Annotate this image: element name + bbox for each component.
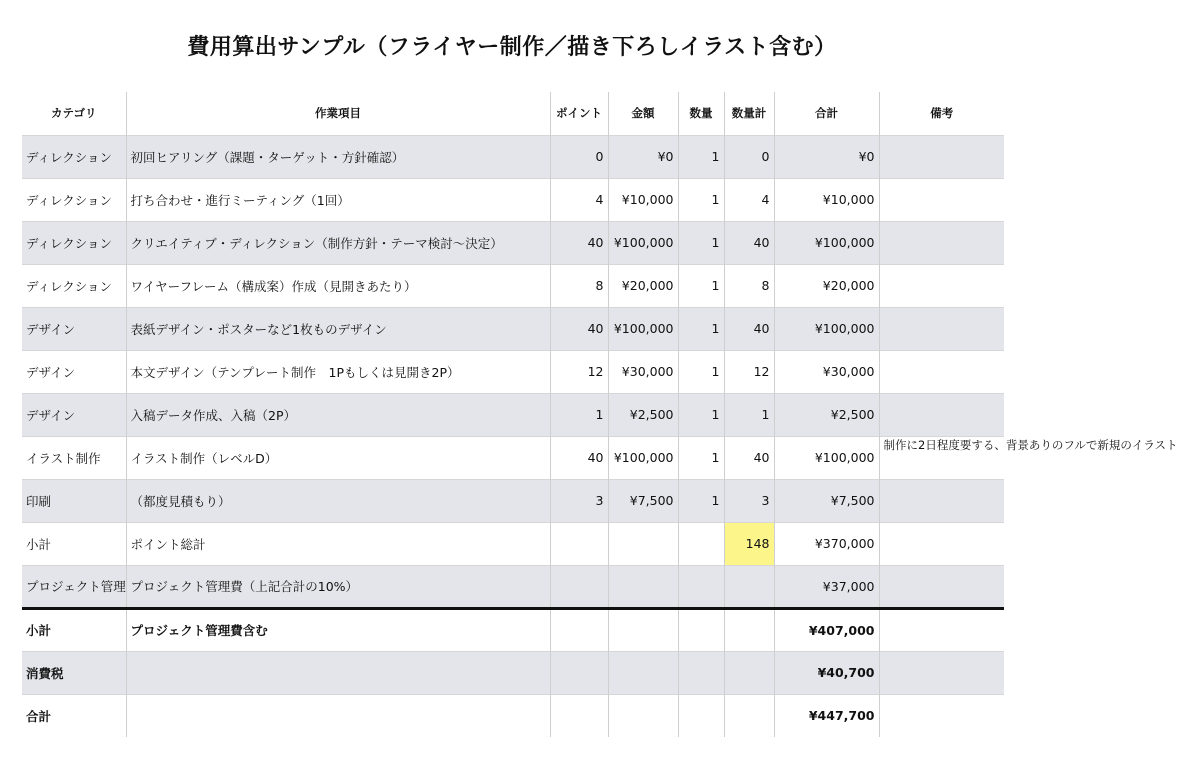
header-total: 合計	[774, 92, 879, 135]
header-row	[22, 92, 1004, 135]
qty-cell[interactable]: 1	[678, 350, 724, 393]
item-cell[interactable]: ワイヤーフレーム（構成案）作成（見開きあたり）	[126, 264, 550, 307]
amount-cell[interactable]: ¥30,000	[608, 350, 678, 393]
note-text	[884, 136, 1001, 176]
item-cell[interactable]: 入稿データ作成、入稿（2P）	[126, 393, 550, 436]
points-cell[interactable]: 8	[550, 264, 608, 307]
points-cell[interactable]: 40	[550, 307, 608, 350]
item-cell[interactable]	[126, 694, 550, 737]
category-cell[interactable]: ディレクション	[22, 221, 126, 264]
table-row	[22, 264, 1004, 307]
amount-cell[interactable]	[608, 522, 678, 565]
item-cell[interactable]: 初回ヒアリング（課題・ターゲット・方針確認）	[126, 135, 550, 178]
amount-cell[interactable]	[608, 694, 678, 737]
category-cell[interactable]: 小計	[22, 522, 126, 565]
points-cell[interactable]	[550, 651, 608, 694]
points-cell[interactable]	[550, 522, 608, 565]
total-cell[interactable]: ¥2,500	[774, 393, 879, 436]
amount-cell[interactable]: ¥10,000	[608, 178, 678, 221]
amount-cell[interactable]: ¥2,500	[608, 393, 678, 436]
item-cell[interactable]: 表紙デザイン・ポスターなど1枚ものデザイン	[126, 307, 550, 350]
category-cell[interactable]: デザイン	[22, 393, 126, 436]
qty-cell[interactable]: 1	[678, 393, 724, 436]
total-cell[interactable]: ¥407,000	[774, 608, 879, 651]
note-cell[interactable]	[879, 608, 1004, 651]
total-cell[interactable]: ¥10,000	[774, 178, 879, 221]
category-cell[interactable]: デザイン	[22, 350, 126, 393]
points-cell[interactable]: 4	[550, 178, 608, 221]
table-row	[22, 436, 1004, 479]
qty-cell[interactable]	[678, 522, 724, 565]
amount-cell[interactable]	[608, 608, 678, 651]
category-cell[interactable]: 合計	[22, 694, 126, 737]
table-row	[22, 350, 1004, 393]
header-category: カテゴリ	[50, 106, 97, 121]
points-cell[interactable]: 1	[550, 393, 608, 436]
amount-cell[interactable]: ¥0	[608, 135, 678, 178]
total-cell[interactable]: ¥37,000	[774, 565, 879, 608]
qty-total-cell[interactable]	[724, 651, 774, 694]
note-cell[interactable]	[879, 393, 1004, 436]
points-cell[interactable]: 3	[550, 479, 608, 522]
table-row	[22, 307, 1004, 350]
table-row	[22, 479, 1004, 522]
points-cell[interactable]	[550, 694, 608, 737]
qty-cell[interactable]	[678, 565, 724, 608]
table-row	[22, 221, 1004, 264]
header-amount: 金額	[608, 92, 678, 135]
qty-cell[interactable]	[678, 651, 724, 694]
qty-total-cell[interactable]	[724, 565, 774, 608]
qty-total-cell[interactable]	[724, 694, 774, 737]
note-cell[interactable]	[879, 264, 1004, 307]
total-cell[interactable]: ¥0	[774, 135, 879, 178]
qty-cell[interactable]: 1	[678, 479, 724, 522]
total-cell[interactable]: ¥100,000	[774, 307, 879, 350]
total-cell[interactable]: ¥447,700	[774, 694, 879, 737]
qty-total-cell[interactable]: 40	[724, 307, 774, 350]
points-cell[interactable]: 40	[550, 221, 608, 264]
qty-cell[interactable]	[678, 694, 724, 737]
qty-cell[interactable]: 1	[678, 264, 724, 307]
item-cell[interactable]: 本文デザイン（テンプレート制作 1Pもしくは見開き2P）	[126, 350, 550, 393]
qty-total-cell[interactable]: 8	[724, 264, 774, 307]
category-cell[interactable]: 小計	[22, 608, 126, 651]
category-cell[interactable]: ディレクション	[22, 135, 126, 178]
item-cell[interactable]: （都度見積もり）	[126, 479, 550, 522]
total-cell[interactable]: ¥40,700	[774, 651, 879, 694]
amount-cell[interactable]	[608, 565, 678, 608]
qty-total-cell[interactable]: 0	[724, 135, 774, 178]
qty-cell[interactable]: 1	[678, 436, 724, 479]
amount-cell[interactable]: ¥100,000	[608, 307, 678, 350]
qty-total-cell[interactable]: 40	[724, 436, 774, 479]
qty-total-cell[interactable]: 4	[724, 178, 774, 221]
item-cell[interactable]	[126, 651, 550, 694]
total-cell[interactable]: ¥30,000	[774, 350, 879, 393]
item-cell[interactable]: プロジェクト管理費（上記合計の10%）	[126, 565, 550, 608]
amount-cell[interactable]: ¥100,000	[608, 436, 678, 479]
note-cell[interactable]	[879, 307, 1004, 350]
category-cell[interactable]: 印刷	[22, 479, 126, 522]
category-cell[interactable]: デザイン	[22, 307, 126, 350]
note-cell[interactable]	[879, 651, 1004, 694]
note-text	[884, 351, 1001, 391]
header-item: 作業項目	[126, 92, 550, 135]
category-cell[interactable]: 消費税	[22, 651, 126, 694]
note-cell[interactable]	[879, 522, 1004, 565]
item-cell[interactable]: クリエイティブ・ディレクション（制作方針・テーマ検討〜決定）	[126, 221, 550, 264]
points-total-cell[interactable]: 148	[724, 522, 774, 565]
header-qty: 数量	[678, 92, 724, 135]
note-cell[interactable]	[879, 565, 1004, 608]
points-cell[interactable]: 40	[550, 436, 608, 479]
note-cell[interactable]	[879, 178, 1004, 221]
total-cell[interactable]: ¥7,500	[774, 479, 879, 522]
note-text	[884, 222, 1001, 262]
qty-cell[interactable]	[678, 608, 724, 651]
table-row	[22, 135, 1004, 178]
amount-cell[interactable]: ¥7,500	[608, 479, 678, 522]
note-cell[interactable]	[879, 221, 1004, 264]
header-points: ポイント	[550, 92, 608, 135]
item-cell[interactable]: ポイント総計	[126, 522, 550, 565]
note-cell[interactable]	[879, 350, 1004, 393]
note-cell[interactable]	[879, 479, 1004, 522]
cost-table	[22, 92, 1178, 737]
header-note: 備考	[879, 92, 1004, 135]
qty-total-cell[interactable]	[724, 608, 774, 651]
note-cell[interactable]	[879, 135, 1004, 178]
category-cell[interactable]: イラスト制作	[22, 436, 126, 479]
note-text	[884, 265, 1001, 305]
note-cell[interactable]	[879, 436, 1178, 479]
note-text	[884, 308, 1001, 348]
note-cell[interactable]	[879, 694, 1004, 737]
summary-row-grand-total	[22, 694, 1004, 737]
total-cell[interactable]: ¥100,000	[774, 221, 879, 264]
summary-row-subtotal	[22, 608, 1004, 651]
category-cell[interactable]: ディレクション	[22, 264, 126, 307]
item-cell[interactable]: 打ち合わせ・進行ミーティング（1回）	[126, 178, 550, 221]
note-text	[884, 179, 1001, 219]
page-title: 費用算出サンプル（フライヤー制作／描き下ろしイラスト含む）	[187, 35, 837, 60]
category-cell[interactable]: プロジェクト管理	[22, 565, 126, 608]
amount-cell[interactable]: ¥100,000	[608, 221, 678, 264]
qty-cell[interactable]: 1	[678, 307, 724, 350]
summary-row-tax	[22, 651, 1004, 694]
note-text	[884, 394, 1001, 434]
qty-cell[interactable]: 1	[678, 135, 724, 178]
header-qty-total: 数量計	[724, 92, 774, 135]
points-cell[interactable]: 12	[550, 350, 608, 393]
total-cell[interactable]: ¥100,000	[774, 436, 879, 479]
project-management-row	[22, 565, 1004, 608]
item-cell[interactable]: プロジェクト管理費含む	[126, 608, 550, 651]
item-cell[interactable]: イラスト制作（レベルD）	[126, 436, 550, 479]
note-text: 制作に2日程度要する、背景ありのフルで新規のイラスト	[883, 437, 1178, 452]
amount-cell[interactable]: ¥20,000	[608, 264, 678, 307]
total-cell[interactable]: ¥20,000	[774, 264, 879, 307]
amount-cell[interactable]	[608, 651, 678, 694]
subtotal-points-row	[22, 522, 1004, 565]
total-cell[interactable]: ¥370,000	[774, 522, 879, 565]
qty-total-cell[interactable]: 40	[724, 221, 774, 264]
qty-total-cell[interactable]: 12	[724, 350, 774, 393]
points-cell[interactable]	[550, 565, 608, 608]
qty-total-cell[interactable]: 1	[724, 393, 774, 436]
points-cell[interactable]: 0	[550, 135, 608, 178]
note-text	[884, 480, 1001, 520]
table-row	[22, 178, 1004, 221]
category-cell[interactable]: ディレクション	[22, 178, 126, 221]
table-row	[22, 393, 1004, 436]
qty-total-cell[interactable]: 3	[724, 479, 774, 522]
qty-cell[interactable]: 1	[678, 221, 724, 264]
points-cell[interactable]	[550, 608, 608, 651]
qty-cell[interactable]: 1	[678, 178, 724, 221]
